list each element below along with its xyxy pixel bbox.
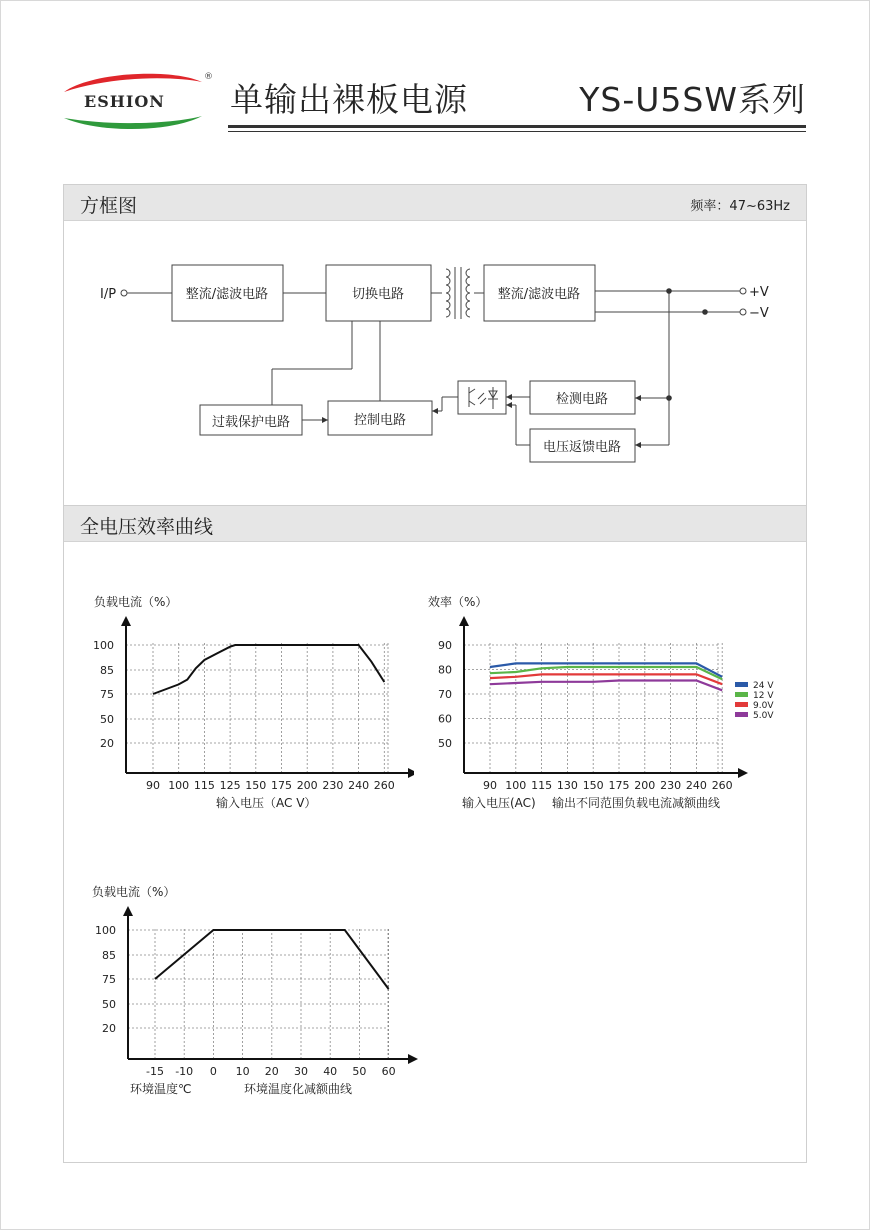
x-axis-arrow bbox=[738, 768, 748, 778]
series-title: YS-U5SW系列 bbox=[579, 80, 806, 119]
y-axis-arrow bbox=[121, 616, 131, 626]
y-tick-label: 90 bbox=[438, 639, 452, 652]
title-rule-thin bbox=[228, 131, 806, 132]
x-tick-label: 90 bbox=[483, 779, 497, 792]
x-tick-label: 200 bbox=[296, 779, 318, 792]
x-tick-label: 130 bbox=[556, 779, 578, 792]
x-tick-label: 260 bbox=[711, 779, 733, 792]
section-title: 全电压效率曲线 bbox=[80, 516, 214, 538]
x-tick-label: 115 bbox=[193, 779, 215, 792]
y-tick-label: 60 bbox=[438, 712, 452, 726]
chart-load-vs-temperature bbox=[64, 880, 444, 1105]
legend-swatch bbox=[735, 702, 748, 707]
y-tick-label: 50 bbox=[100, 713, 114, 726]
x-tick-label: 100 bbox=[168, 779, 190, 792]
x-axis-label: 环境温度℃ bbox=[130, 1082, 192, 1096]
y-tick-label: 50 bbox=[102, 998, 116, 1011]
x-tick-label: 260 bbox=[373, 779, 395, 792]
x-tick-label: 230 bbox=[660, 779, 682, 792]
company-logo bbox=[62, 68, 218, 134]
y-axis-label: 负载电流（%） bbox=[94, 595, 178, 609]
x-tick-label: 50 bbox=[352, 1065, 367, 1078]
y-tick-label: 100 bbox=[95, 924, 116, 937]
x-tick-label: 175 bbox=[271, 779, 292, 792]
x-tick-label: 100 bbox=[505, 779, 527, 792]
section-title: 方框图 bbox=[80, 195, 138, 217]
product-title: 单输出裸板电源 bbox=[230, 80, 468, 119]
x-tick-label: 150 bbox=[582, 779, 604, 792]
registered-mark: ® bbox=[204, 72, 213, 82]
label-rectifier-out: 整流/滤波电路 bbox=[497, 287, 581, 302]
label-feedback: 电压返馈电路 bbox=[542, 440, 622, 455]
series-line-2 bbox=[490, 667, 722, 679]
x-tick-label: 30 bbox=[294, 1065, 308, 1078]
block-optocoupler bbox=[458, 381, 506, 414]
y-tick-label: 20 bbox=[102, 1022, 116, 1035]
x-tick-label: 10 bbox=[235, 1065, 250, 1078]
legend-label: 9.0V bbox=[753, 701, 774, 711]
series-line-4 bbox=[490, 681, 722, 691]
efficiency-header bbox=[64, 506, 806, 542]
chart-load-vs-input-voltage bbox=[64, 590, 414, 820]
output-neg-label: −V bbox=[749, 306, 769, 321]
label-detection: 检测电路 bbox=[555, 392, 609, 407]
x-tick-label: 90 bbox=[146, 779, 160, 792]
x-tick-label: -10 bbox=[175, 1065, 194, 1078]
title-rule bbox=[228, 125, 806, 128]
y-axis-arrow bbox=[123, 906, 133, 916]
x-tick-label: 175 bbox=[608, 779, 630, 792]
frequency-label: 频率：47~63Hz bbox=[690, 199, 790, 214]
logo-text: ESHION bbox=[84, 92, 165, 111]
x-tick-label: 240 bbox=[348, 779, 370, 792]
x-axis-label: 输入电压(AC) bbox=[462, 796, 536, 810]
x-tick-label: 200 bbox=[634, 779, 656, 792]
x-tick-label: 0 bbox=[209, 1065, 217, 1078]
output-pos-label: +V bbox=[749, 285, 769, 300]
block-diagram-header bbox=[64, 185, 806, 221]
y-tick-label: 100 bbox=[93, 639, 114, 652]
x-tick-label: 20 bbox=[264, 1065, 279, 1078]
x-tick-label: -15 bbox=[146, 1065, 164, 1078]
x-tick-label: 115 bbox=[531, 779, 553, 792]
label-control: 控制电路 bbox=[353, 413, 407, 428]
x-axis-arrow bbox=[408, 1054, 418, 1064]
series-line-1 bbox=[153, 645, 384, 694]
y-tick-label: 85 bbox=[100, 664, 114, 677]
y-tick-label: 70 bbox=[438, 688, 452, 701]
x-tick-label: 230 bbox=[322, 779, 344, 792]
y-axis-label: 负载电流（%） bbox=[92, 885, 176, 899]
y-axis-label: 效率（%） bbox=[428, 595, 488, 609]
label-overload: 过载保护电路 bbox=[211, 415, 291, 430]
chart-caption: 输出不同范围负载电流减额曲线 bbox=[552, 796, 721, 810]
block-diagram bbox=[64, 221, 806, 505]
legend-swatch bbox=[735, 692, 748, 697]
y-tick-label: 75 bbox=[102, 973, 116, 986]
chart-caption: 环境温度化减额曲线 bbox=[244, 1082, 353, 1096]
legend-label: 12 V bbox=[753, 691, 774, 701]
chart-efficiency-vs-input-voltage bbox=[420, 590, 780, 820]
y-tick-label: 20 bbox=[100, 737, 114, 750]
legend-label: 5.0V bbox=[753, 711, 774, 721]
x-axis-label: 输入电压（AC V） bbox=[216, 796, 317, 810]
y-tick-label: 85 bbox=[102, 949, 116, 962]
x-axis-arrow bbox=[408, 768, 414, 778]
legend-label: 24 V bbox=[753, 681, 774, 691]
legend-swatch bbox=[735, 682, 748, 687]
input-label: I/P bbox=[100, 287, 117, 302]
label-switching: 切换电路 bbox=[351, 287, 405, 302]
x-tick-label: 60 bbox=[381, 1065, 396, 1078]
x-tick-label: 150 bbox=[245, 779, 267, 792]
y-tick-label: 50 bbox=[438, 737, 452, 750]
y-tick-label: 80 bbox=[438, 663, 452, 677]
y-axis-arrow bbox=[459, 616, 469, 626]
x-tick-label: 40 bbox=[323, 1065, 338, 1078]
label-rectifier-in: 整流/滤波电路 bbox=[185, 287, 269, 302]
x-tick-label: 125 bbox=[219, 779, 241, 792]
x-tick-label: 240 bbox=[685, 779, 707, 792]
legend-swatch bbox=[735, 712, 748, 717]
y-tick-label: 75 bbox=[100, 688, 114, 701]
